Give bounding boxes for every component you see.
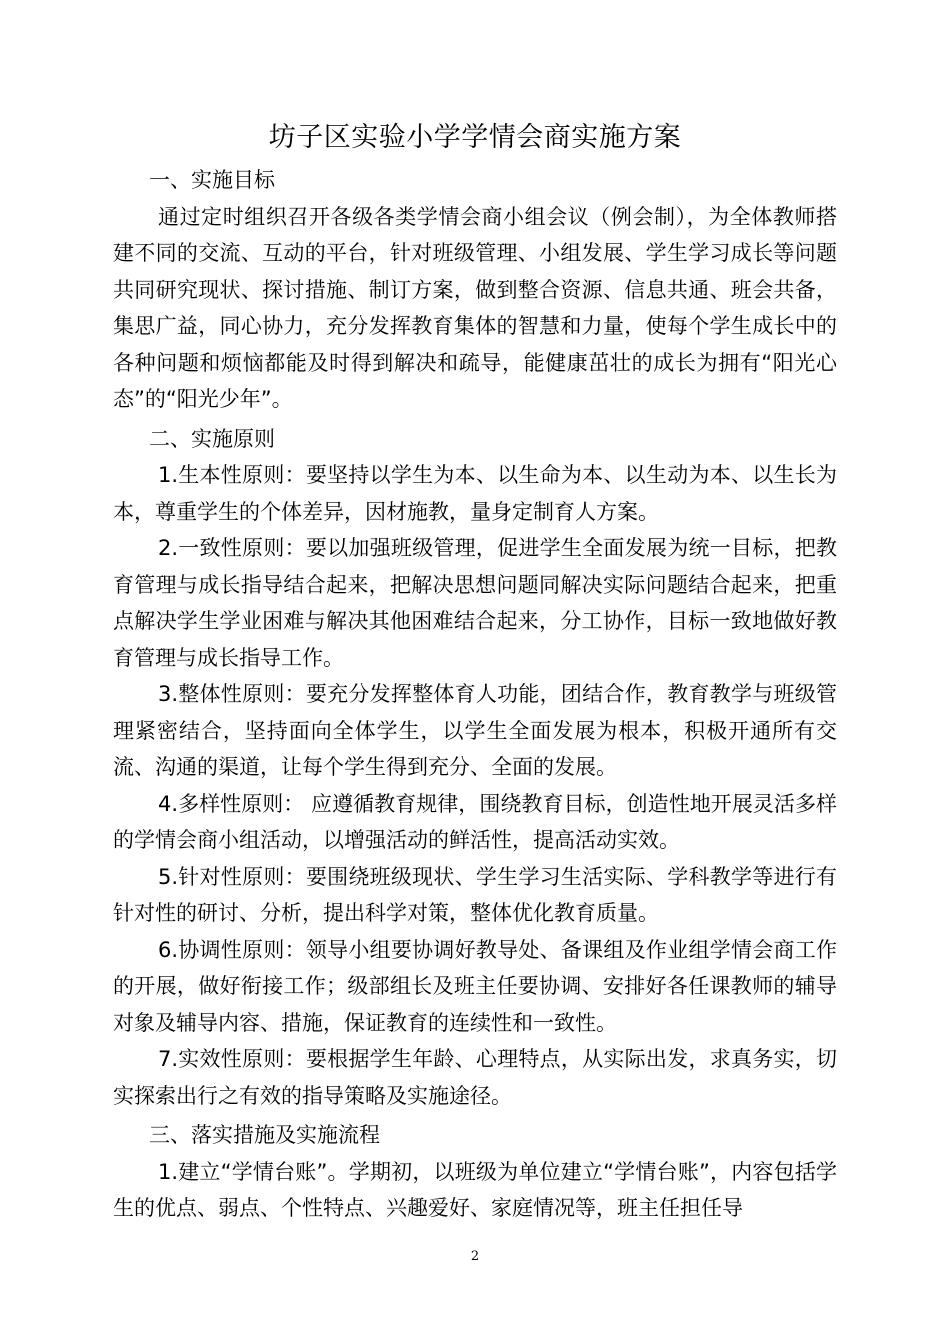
page-title: 坊子区实验小学学情会商实施方案 — [268, 122, 682, 153]
paragraph-principle-3: 3.整体性原则：要充分发挥整体育人功能，团结合作，教育教学与班级管理紧密结合，坚持面向全体学生，以学生全面发展为根本，积极开通所有交流、沟通的渠道，让每个学生得到充分、全面的发展。 — [113, 682, 837, 779]
section-heading-measures: 三、落实措施及实施流程 — [149, 1123, 380, 1147]
paragraph-principle-2: 2.一致性原则：要以加强班级管理，促进学生全面发展为统一目标，把教育管理与成长指导结合起来，把解决思想问题同解决实际问题结合起来，把重点解决学生学业困难与解决其他困难结合起来，分工协作，目标一致地做好教育管理与成长指导工作。 — [113, 536, 837, 670]
paragraph-principle-1: 1.生本性原则：要坚持以学生为本、以生命为本、以生动为本、以生长为本，尊重学生的个体差异，因材施教，量身定制育人方案。 — [113, 463, 837, 524]
section-heading-goals: 一、实施目标 — [149, 168, 275, 192]
paragraph-principle-5: 5.针对性原则：要围绕班级现状、学生学习生活实际、学科教学等进行有针对性的研讨、分析，提出科学对策，整体优化教育质量。 — [113, 864, 837, 925]
paragraph-measure-1: 1.建立“学情台账”。学期初，以班级为单位建立“学情台账”，内容包括学生的优点、弱点、个性特点、兴趣爱好、家庭情况等，班主任担任导 — [113, 1159, 837, 1220]
paragraph-principle-4: 4.多样性原则： 应遵循教育规律，围绕教育目标，创造性地开展灵活多样的学情会商小组活动，以增强活动的鲜活性，提高活动实效。 — [113, 791, 837, 852]
page-number: 2 — [470, 1249, 480, 1264]
paragraph-goals: 通过定时组织召开各级各类学情会商小组会议（例会制），为全体教师搭建不同的交流、互动的平台，针对班级管理、小组发展、学生学习成长等问题共同研究现状、探讨措施、制订方案，做到整合资源、信息共通、班会共备，集思广益，同心协力，充分发挥教育集体的智慧和力量，使每个学生成长中的各种问题和烦恼都能及时得到解决和疏导，能健康茁壮的成长为拥有“阳光心态”的“阳光少年”。 — [113, 204, 837, 411]
paragraph-principle-7: 7.实效性原则：要根据学生年龄、心理特点，从实际出发，求真务实，切实探索出行之有效的指导策略及实施途径。 — [113, 1047, 837, 1108]
paragraph-principle-6: 6.协调性原则：领导小组要协调好教导处、备课组及作业组学情会商工作的开展，做好衔接工作；级部组长及班主任要协调、安排好各任课教师的辅导对象及辅导内容、措施，保证教育的连续性和一致性。 — [113, 937, 837, 1035]
section-heading-principles: 二、实施原则 — [149, 426, 275, 451]
document-body — [113, 162, 837, 1227]
